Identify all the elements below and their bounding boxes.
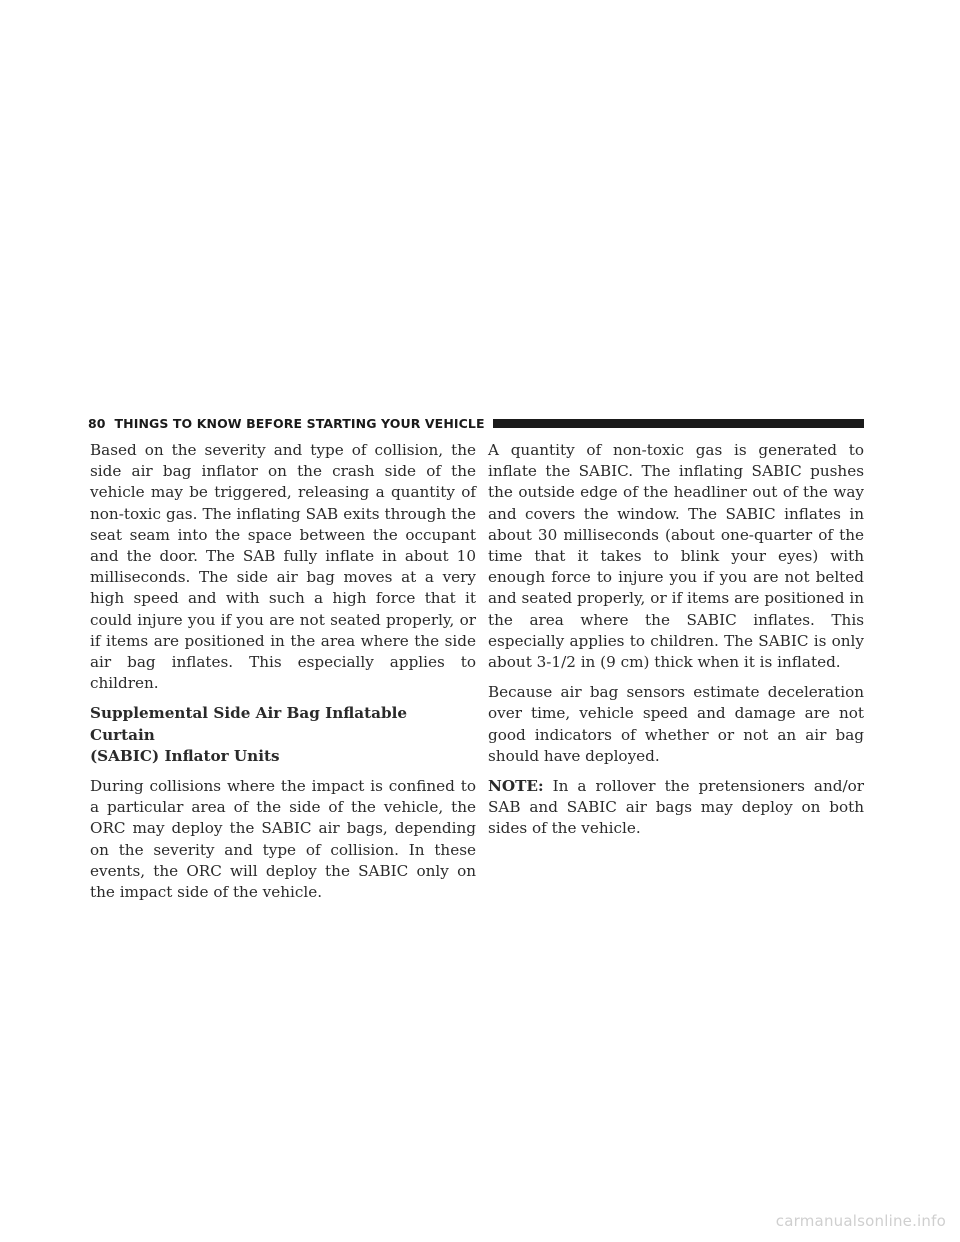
paragraph-sensors: Because air bag sensors estimate deceleration over time, vehicle speed and damage are not good indicators of whether or not an air bag should have deployed. (488, 683, 864, 765)
paragraph-side-air-bag: Based on the severity and type of collision, the side air bag inflator on the crash side of the vehicle may be triggered, releasing a quantity of non-toxic gas. The inflating SAB exits through the seat seam into the space between the occupant and the door. The SAB fully inflate in about 10 milliseconds. The side air bag moves at a very high speed and with such a high force that it could injure you if you are not seated properly, or if items are positioned in the area where the side air bag inflates. This especially applies to children. (90, 441, 476, 693)
section-heading-sabic (90, 703, 476, 767)
heading-line-2: (SABIC) Inflator Units (90, 746, 280, 765)
paragraph-sabic-deploy: During collisions where the impact is confined to a particular area of the side of the vehicle, the ORC may deploy the SABIC air bags, depending on the severity and type of collision. In these events, the ORC will deploy the SABIC only on the impact side of the vehicle. (90, 777, 476, 902)
page-number: 80 (88, 415, 106, 431)
section-title: THINGS TO KNOW BEFORE STARTING YOUR VEHICLE (114, 415, 485, 431)
note-label: NOTE: (488, 777, 544, 796)
paragraph-sabic-inflation: A quantity of non-toxic gas is generated to inflate the SABIC. The inflating SABIC pushes the outside edge of the headliner out of the way and covers the window. The SABIC inflates in about 30 milliseconds (about one-quarter of the time that it takes to blink your eyes) with enough force to injure you if you are not belted and seated properly, or if items are positioned in the area where the SABIC inflates. This especially applies to children. The SABIC is only about 3-1/2 in (9 cm) thick when it is inflated. (488, 441, 864, 672)
note-text: In a rollover the pretensioners and/or SAB and SABIC air bags may deploy on both sides of the vehicle. (488, 777, 864, 838)
watermark: carmanualsonline.info (775, 1212, 946, 1230)
page-header (88, 414, 864, 432)
right-column (488, 440, 864, 849)
header-text (88, 416, 493, 431)
left-column (90, 440, 476, 912)
heading-line-1: Supplemental Side Air Bag Inflatable Curtain (90, 704, 408, 744)
note-paragraph (488, 776, 864, 840)
header-rule (493, 419, 864, 428)
